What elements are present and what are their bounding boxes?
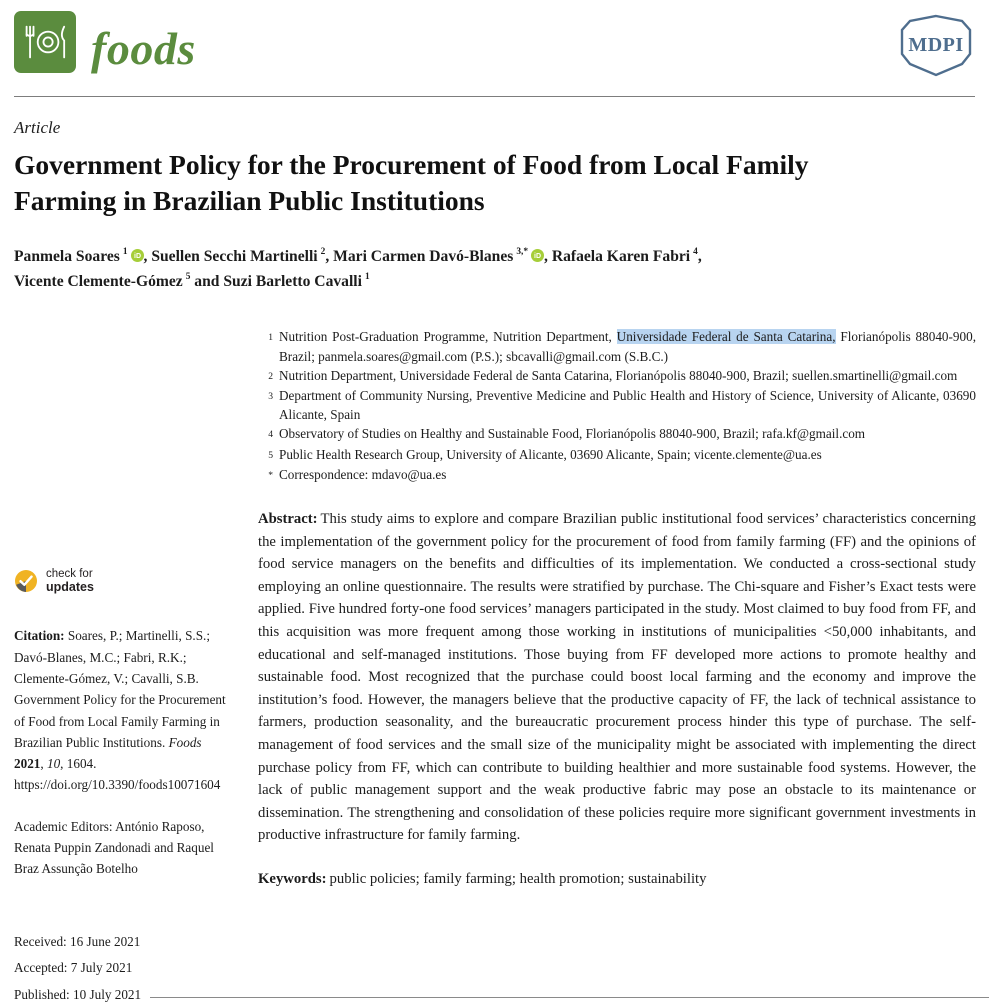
academic-editors-names: António Raposo, Renata Puppin Zandonadi and Raquel Braz Assunção Botelho <box>14 818 214 877</box>
foods-logo-icon <box>14 11 76 73</box>
author-name: Panmela Soares <box>14 247 120 265</box>
published-date <box>14 982 232 1008</box>
published-value: 10 July 2021 <box>69 986 142 1002</box>
accepted-date <box>14 955 232 982</box>
academic-editors-label: Academic Editors: <box>14 818 113 834</box>
orcid-icon[interactable] <box>131 246 144 259</box>
author <box>14 273 223 290</box>
affiliation-text-segment: Nutrition Department, Universidade Federal de Santa Catarina, Florianópolis 88040-900, Brazil; suellen.smartinelli@gmail.com <box>279 367 958 383</box>
fork-plate-knife-icon <box>22 23 68 61</box>
affiliation-marker: 3 <box>268 391 273 403</box>
journal-header <box>14 0 975 83</box>
author-affil-ref: 1 <box>364 272 370 283</box>
author <box>333 248 552 265</box>
affiliation-text <box>279 465 976 485</box>
accepted-value: 7 July 2021 <box>67 960 133 976</box>
author-name: Rafaela Karen Fabri <box>551 247 691 265</box>
citation-doi[interactable]: , 1604. https://doi.org/10.3390/foods10071604 <box>14 756 221 793</box>
affiliation-text <box>279 445 976 465</box>
affiliation-marker: 5 <box>268 449 273 461</box>
affiliation-text-segment: Florianópolis 88040-900, Brazil; panmela.soares@gmail.com (P.S.); sbcavalli@gmail.com (S.B.C.) <box>279 329 976 364</box>
affiliation-item <box>258 366 976 386</box>
author-name: Suellen Secchi Martinelli <box>151 247 318 265</box>
mdpi-crest-icon <box>897 14 975 78</box>
abstract-column <box>258 508 976 891</box>
affiliation-item <box>258 386 976 424</box>
citation <box>14 625 232 795</box>
author <box>151 248 333 265</box>
citation-journal: Foods <box>168 734 202 750</box>
author-list <box>14 245 944 295</box>
affiliation-text <box>279 386 976 424</box>
author-separator: and <box>190 272 224 290</box>
author <box>552 248 702 265</box>
affiliation-item <box>258 424 976 444</box>
author-separator: , <box>325 247 334 265</box>
svg-text:iD: iD <box>133 252 141 260</box>
journal-name: foods <box>91 23 196 74</box>
author-separator: , <box>544 247 552 265</box>
affiliation-list <box>258 327 976 485</box>
affiliation-item <box>258 445 976 465</box>
academic-editors <box>14 816 232 880</box>
check-for-updates-badge[interactable] <box>14 568 232 594</box>
crossmark-label <box>46 568 94 594</box>
affiliation-text <box>279 424 976 444</box>
author <box>14 248 151 265</box>
citation-label: Citation: <box>14 628 65 644</box>
author-separator: , <box>143 247 152 265</box>
published-label: Published: <box>14 986 70 1002</box>
affiliation-text-segment: Department of Community Nursing, Preventive Medicine and Public Health and History of Science, University of Alicante, 03690 Alicante, Spain <box>279 388 976 423</box>
author-name: Suzi Barletto Cavalli <box>223 272 362 290</box>
svg-text:iD: iD <box>534 252 542 260</box>
abstract <box>258 508 976 847</box>
text-selection-highlight: Universidade Federal de Santa Catarina, <box>616 329 836 345</box>
mdpi-logo[interactable] <box>897 14 975 83</box>
sidebar <box>14 568 232 1008</box>
author-name: Mari Carmen Davó-Blanes <box>333 247 514 265</box>
author <box>223 273 369 290</box>
author-affil-ref: 2 <box>320 247 326 258</box>
author-affil-ref: 4 <box>693 247 698 258</box>
accepted-label: Accepted: <box>14 960 68 976</box>
author-affil-ref: 5 <box>185 272 191 283</box>
citation-text: Soares, P.; Martinelli, S.S.; Davó-Blanes, M.C.; Fabri, R.K.; Clemente-Gómez, V.; Cavalli, S.B. Government Policy for the Procurement of Food from Local Family Farming in Brazilian Public Institutions. <box>14 628 226 750</box>
crossmark-icon <box>14 569 38 593</box>
affiliation-text-segment: Nutrition Post-Graduation Programme, Nutrition Department, <box>279 329 617 345</box>
journal-brand <box>14 11 196 73</box>
author-affil-ref: 3,* <box>516 247 529 258</box>
header-rule <box>14 96 975 97</box>
keywords-label: Keywords: <box>258 871 327 887</box>
abstract-text: This study aims to explore and compare Brazilian public institutional food services’ characteristics concerning the implementation of the government policy for the procurement of food from family farming (FF) and the opinions of food service managers on the benefits and difficulties of its implementation. We conducted a cross-sectional study employing an online questionnaire. The results were stratified by purchase. The Chi-square and Fisher’s Exact tests were applied. Five hundred forty-one food services’ managers participated in the study. Most claimed to buy food from FF, and this acquisition was more frequent among those working in institutions of municipalities <50,000 inhabitants, and educational and self-managed institutions. Those buying from FF developed more actions to promote healthy and sustainable food. Most recognized that the purchase could boost local farming and the economy and improve the institution’s food. However, the managers believe that the productive capacity of FF, the lack of technical assistance to farmers, production seasonality, and the bureaucratic procurement process hinder this type of purchase. The self-management of food services and the small size of the municipality might be associated with implementing the direct purchase policy from FF, which can contribute to building healthier and more sustainable food systems. However, the lack of public management support and the weak productive fabric may pose an obstacle to its maintenance or dissemination. The strengthening and consolidation of these policies require more significant government investments in productive infrastructure for family farming. <box>258 511 976 844</box>
mdpi-wordmark: MDPI <box>908 34 964 56</box>
received-label: Received: <box>14 933 67 949</box>
affiliation-text <box>279 366 976 386</box>
citation-separator: , <box>40 756 47 772</box>
affiliation-item <box>258 327 976 365</box>
citation-volume: 10 <box>46 756 61 772</box>
crossmark-line2: updates <box>46 579 94 594</box>
author-affil-ref: 1 <box>122 247 128 258</box>
orcid-icon[interactable] <box>531 246 544 259</box>
affiliation-item <box>258 465 976 485</box>
citation-year: 2021 <box>14 756 41 772</box>
affiliation-text-segment: Correspondence: mdavo@ua.es <box>279 466 447 482</box>
page-title: Government Policy for the Procurement of Food from Local Family Farming in Brazilian Public Institutions <box>14 149 809 217</box>
affiliation-marker: 2 <box>268 370 273 382</box>
affiliation-text <box>279 327 976 365</box>
received-date <box>14 929 232 956</box>
affiliation-marker: 4 <box>268 429 273 441</box>
affiliation-text-segment: Public Health Research Group, University of Alicante, 03690 Alicante, Spain; vicente.clemente@ua.es <box>279 446 822 462</box>
keywords-text: public policies; family farming; health promotion; sustainability <box>329 871 707 887</box>
article-type-label: Article <box>14 118 61 137</box>
author-name: Vicente Clemente-Gómez <box>14 272 183 290</box>
received-value: 16 June 2021 <box>66 933 141 949</box>
crossmark-line1: check for <box>46 568 93 580</box>
keywords <box>258 868 976 891</box>
affiliation-marker: 1 <box>268 332 273 344</box>
affiliation-text-segment: Observatory of Studies on Healthy and Sustainable Food, Florianópolis 88040-900, Brazil; rafa.kf@gmail.com <box>279 426 866 442</box>
author-separator: , <box>697 247 702 265</box>
abstract-label: Abstract: <box>258 511 318 528</box>
footer-rule <box>150 997 989 998</box>
affiliation-marker: * <box>268 469 273 481</box>
